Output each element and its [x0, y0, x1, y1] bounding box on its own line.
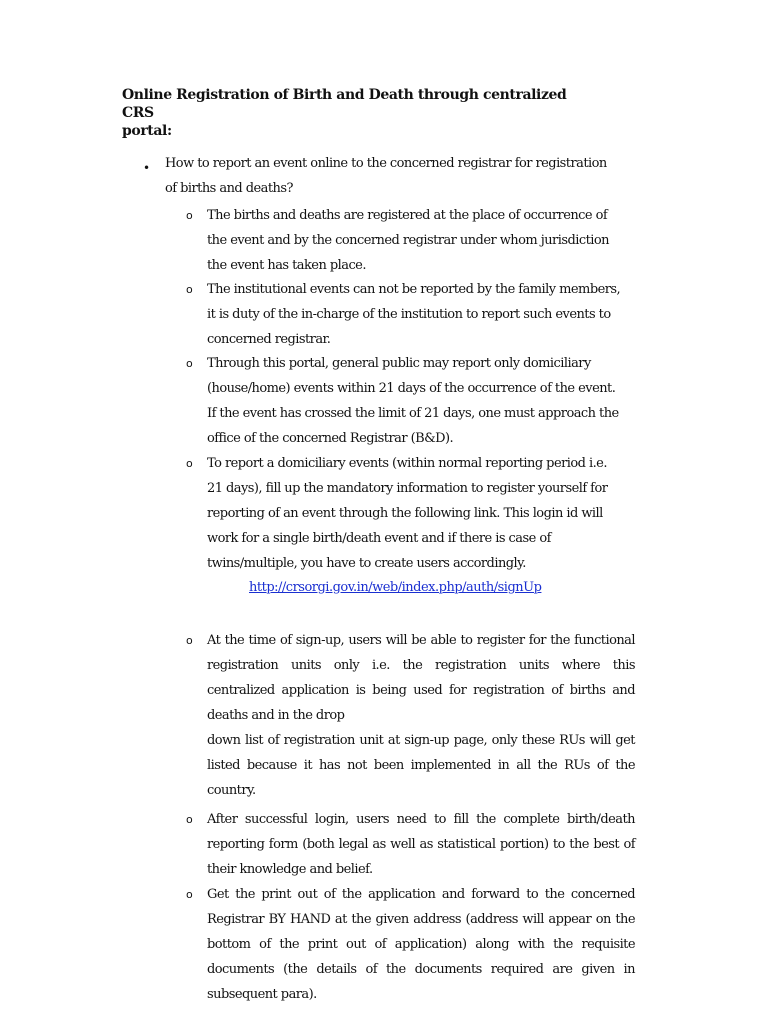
text-line: office of the concerned Registrar (B&D).	[207, 431, 454, 446]
text-line: their knowledge and belief.	[207, 862, 373, 877]
text-line: 21 days), fill up the mandatory information to register yourself for	[207, 481, 608, 496]
text-line: The institutional events can not be reported by the family members,	[207, 282, 621, 297]
text-line: reporting of an event through the following link. This login id will	[207, 506, 603, 521]
circle-bullet-icon: o	[186, 357, 193, 370]
sub-item-text	[207, 203, 635, 278]
text-line: centralized application is being used for registration of births and	[207, 683, 635, 698]
text-line: concerned registrar.	[207, 332, 331, 347]
circle-bullet-icon: o	[186, 209, 193, 222]
text-line: If the event has crossed the limit of 21 days, one must approach the	[207, 406, 619, 421]
heading-line-1: Online Registration of Birth and Death through centralized CRS	[122, 87, 567, 121]
text-line: The births and deaths are registered at the place of occurrence of	[207, 208, 608, 223]
sub-item-text	[207, 277, 635, 352]
text-line: To report a domiciliary events (within normal reporting period i.e.	[207, 456, 607, 471]
main-bullet-text	[165, 151, 615, 201]
text-line: At the time of sign-up, users will be able to register for the functional	[207, 633, 635, 648]
circle-bullet-icon: o	[186, 283, 193, 296]
document-heading	[122, 86, 582, 140]
sub-item-text	[207, 351, 635, 451]
sub-item-text	[207, 628, 635, 803]
bullet-icon: •	[143, 161, 151, 175]
text-line: Through this portal, general public may report only domiciliary	[207, 356, 591, 371]
text-line: (house/home) events within 21 days of the occurrence of the event.	[207, 381, 616, 396]
bullet-line: How to report an event online to the concerned registrar for registration	[165, 156, 607, 171]
text-line: subsequent para).	[207, 987, 317, 1002]
text-line: the event and by the concerned registrar under whom jurisdiction	[207, 233, 609, 248]
bullet-line: of births and deaths?	[165, 181, 293, 196]
text-line: it is duty of the in-charge of the institution to report such events to	[207, 307, 611, 322]
text-line: down list of registration unit at sign-up page, only these RUs will get	[207, 733, 635, 748]
circle-bullet-icon: o	[186, 457, 193, 470]
sub-item-text	[207, 882, 635, 1007]
text-line: Registrar BY HAND at the given address (address will appear on the	[207, 912, 635, 927]
signup-link[interactable]: http://crsorgi.gov.in/web/index.php/auth/signUp	[249, 580, 542, 595]
text-line: After successful login, users need to fill the complete birth/death	[207, 812, 635, 827]
sub-item-text	[207, 807, 635, 882]
text-line: twins/multiple, you have to create users accordingly.	[207, 556, 526, 571]
text-line: Get the print out of the application and forward to the concerned	[207, 887, 635, 902]
text-line: work for a single birth/death event and if there is case of	[207, 531, 551, 546]
text-line: documents (the details of the documents required are given in	[207, 962, 635, 977]
circle-bullet-icon: o	[186, 634, 193, 647]
text-line: the event has taken place.	[207, 258, 366, 273]
sub-item-text	[207, 451, 635, 576]
text-line: bottom of the print out of application) along with the requisite	[207, 937, 635, 952]
text-line: deaths and in the drop	[207, 708, 345, 723]
text-line: country.	[207, 783, 256, 798]
heading-line-2: portal:	[122, 123, 172, 139]
text-line: listed because it has not been implemented in all the RUs of the	[207, 758, 635, 773]
text-line: registration units only i.e. the registration units where this	[207, 658, 635, 673]
circle-bullet-icon: o	[186, 813, 193, 826]
text-line: reporting form (both legal as well as statistical portion) to the best of	[207, 837, 635, 852]
circle-bullet-icon: o	[186, 888, 193, 901]
